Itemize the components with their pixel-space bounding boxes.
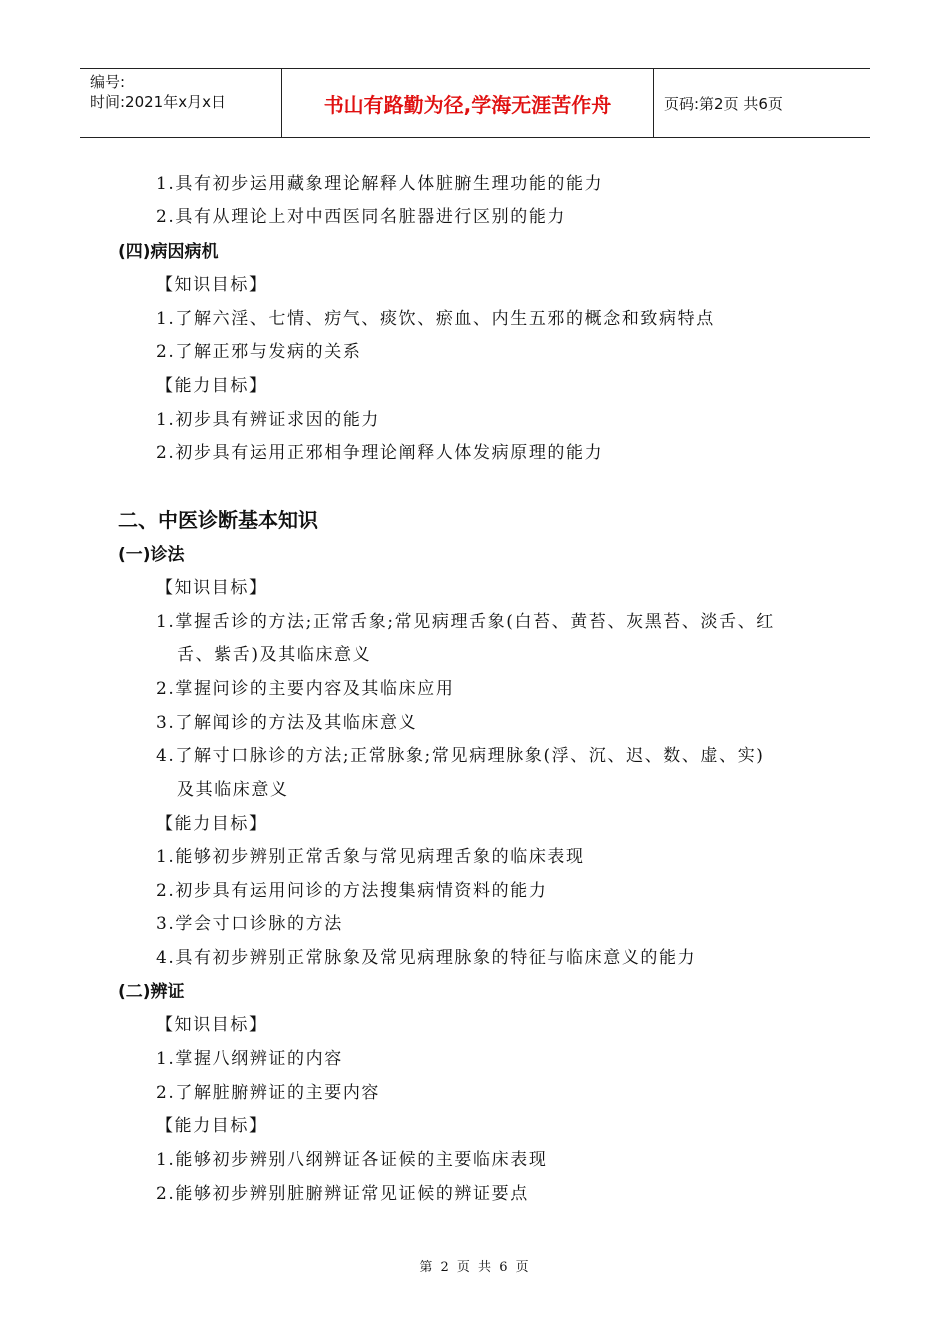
objective-heading: 【能力目标】 <box>156 376 268 396</box>
list-item: 1.能够初步辨别八纲辨证各证候的主要临床表现 <box>156 1150 548 1170</box>
objective-heading: 【能力目标】 <box>156 1116 268 1136</box>
list-item: 3.了解闻诊的方法及其临床意义 <box>156 713 418 733</box>
list-item: 1.具有初步运用藏象理论解释人体脏腑生理功能的能力 <box>156 174 604 194</box>
subsection-heading: (一)诊法 <box>118 545 185 565</box>
list-item: 2.了解正邪与发病的关系 <box>156 342 362 362</box>
objective-heading: 【知识目标】 <box>156 1015 268 1035</box>
list-item: 2.初步具有运用问诊的方法搜集病情资料的能力 <box>156 881 548 901</box>
list-item: 2.初步具有运用正邪相争理论阐释人体发病原理的能力 <box>156 443 604 463</box>
list-item: 2.能够初步辨别脏腑辨证常见证候的辨证要点 <box>156 1184 529 1204</box>
objective-heading: 【能力目标】 <box>156 814 268 834</box>
list-item: 1.了解六淫、七情、疠气、痰饮、瘀血、内生五邪的概念和致病特点 <box>156 309 715 329</box>
section-heading: 二、中医诊断基本知识 <box>118 508 318 532</box>
list-item-continuation: 舌、紫舌)及其临床意义 <box>177 645 372 665</box>
list-item: 1.掌握八纲辨证的内容 <box>156 1049 343 1069</box>
page-header <box>80 68 870 138</box>
header-motto: 书山有路勤为径,学海无涯苦作舟 <box>282 69 654 137</box>
header-page-info: 页码:第2页 共6页 <box>664 94 783 113</box>
list-item: 4.了解寸口脉诊的方法;正常脉象;常见病理脉象(浮、沉、迟、数、虚、实) <box>156 746 765 766</box>
list-item: 1.初步具有辨证求因的能力 <box>156 410 381 430</box>
list-item: 2.掌握问诊的主要内容及其临床应用 <box>156 679 455 699</box>
header-meta <box>80 69 282 137</box>
list-item: 2.具有从理论上对中西医同名脏器进行区别的能力 <box>156 207 567 227</box>
list-item-continuation: 及其临床意义 <box>177 780 289 800</box>
list-item: 1.掌握舌诊的方法;正常舌象;常见病理舌象(白苔、黄苔、灰黑苔、淡舌、红 <box>156 612 775 632</box>
subsection-heading: (二)辨证 <box>118 982 185 1002</box>
list-item: 2.了解脏腑辨证的主要内容 <box>156 1083 381 1103</box>
subsection-heading: (四)病因病机 <box>118 242 219 262</box>
page-footer: 第 2 页 共 6 页 <box>419 1260 531 1275</box>
document-number-label: 编号: <box>90 73 126 91</box>
objective-heading: 【知识目标】 <box>156 578 268 598</box>
document-date: 时间:2021年x月x日 <box>90 93 226 111</box>
objective-heading: 【知识目标】 <box>156 275 268 295</box>
list-item: 3.学会寸口诊脉的方法 <box>156 914 343 934</box>
list-item: 4.具有初步辨别正常脉象及常见病理脉象的特征与临床意义的能力 <box>156 948 697 968</box>
list-item: 1.能够初步辨别正常舌象与常见病理舌象的临床表现 <box>156 847 585 867</box>
